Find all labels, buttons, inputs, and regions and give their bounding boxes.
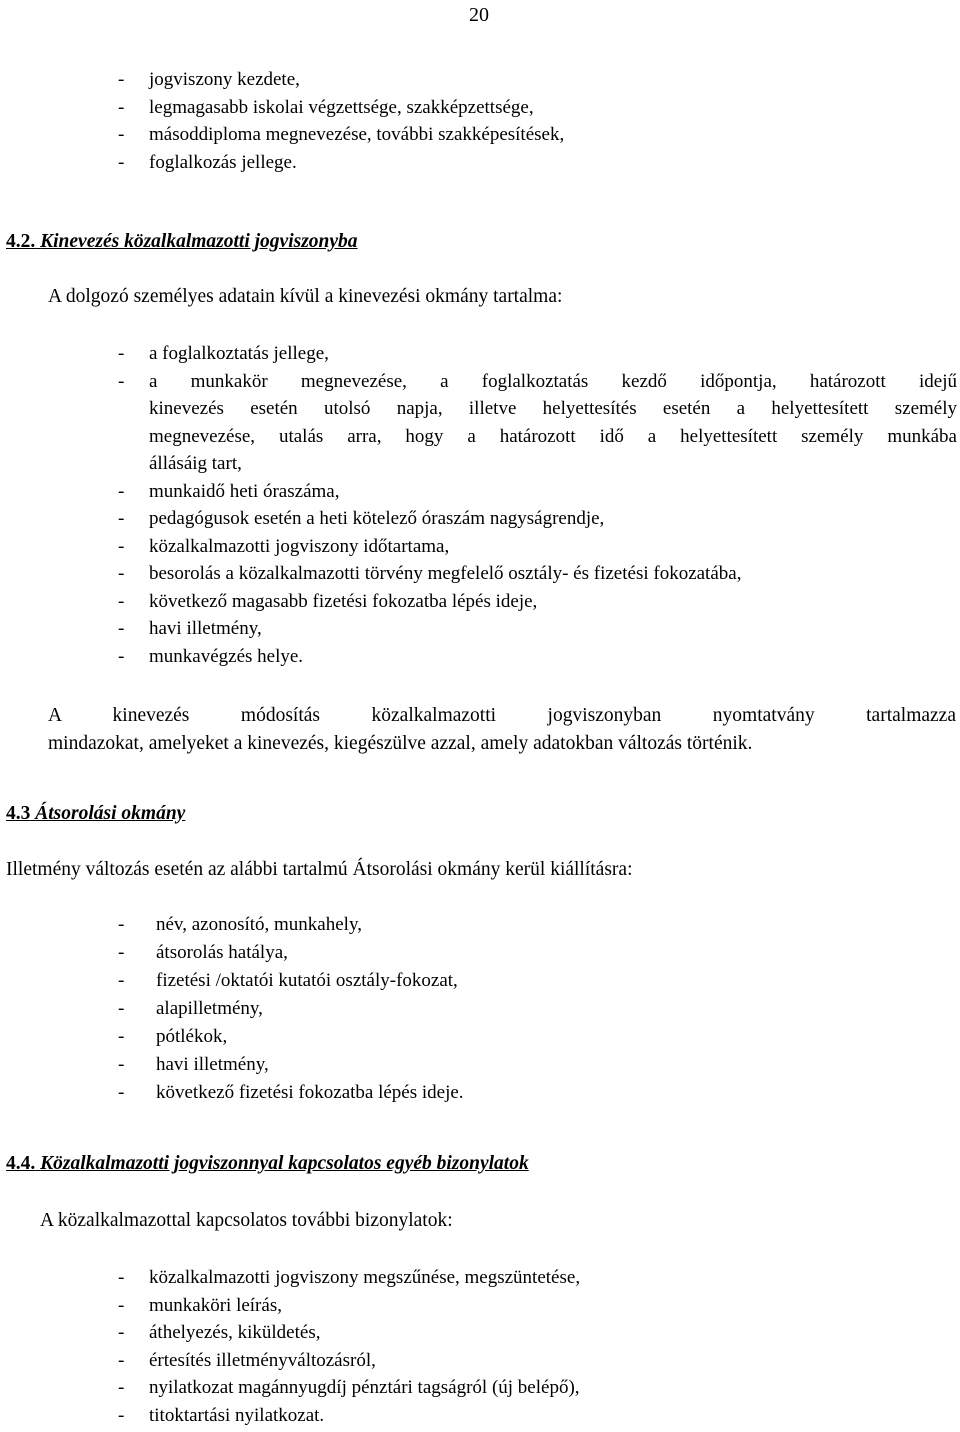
list-item: - név, azonosító, munkahely, (118, 914, 362, 935)
list-item: - következő fizetési fokozatba lépés ideje. (118, 1082, 464, 1103)
list-item: - másoddiploma megnevezése, további szakképesítések, (118, 124, 565, 145)
list-item: - átsorolás hatálya, (118, 942, 288, 963)
list-item: - munkavégzés helye. (118, 645, 304, 667)
list-item: - legmagasabb iskolai végzettsége, szakképzettsége, (118, 96, 534, 118)
list-item: - alapilletmény, (118, 998, 263, 1019)
top-list (118, 66, 564, 176)
section-4-2-list (118, 340, 958, 670)
list-item: - a foglalkoztatás jellege, (118, 343, 329, 364)
list-item: - a munkakör megnevezése, a foglalkoztatás kezdő időpontja, határozott idejű kinevezés esetén utolsó napja, illetve helyettesítés esetén a helyettesített személy megnevezése, utalás arra, hogy a határozott idő a helyettesített személy munkába állásáig tart, (118, 368, 958, 478)
list-item: - értesítés illetményváltozásról, (118, 1349, 376, 1371)
list-item: - pedagógusok esetén a heti kötelező óraszám nagyságrendje, (118, 508, 605, 529)
list-item: - havi illetmény, (118, 1054, 269, 1075)
section-4-4-list (118, 1264, 580, 1429)
list-item: - nyilatkozat magánnyugdíj pénztári tagságról (új belépő), (118, 1377, 580, 1398)
section-heading-4-4: 4.4. Közalkalmazotti jogviszonnyal kapcsolatos egyéb bizonylatok (6, 1153, 529, 1174)
list-item: - besorolás a közalkalmazotti törvény megfelelő osztály- és fizetési fokozatába, (118, 563, 742, 584)
list-item: - foglalkozás jellege. (118, 151, 297, 173)
list-item-multiline: a munkakör megnevezése, a foglalkoztatás kezdő időpontja, határozott idejű kinevezés esetén utolsó napja, illetve helyettesítés esetén a helyettesített személy megnevezése, utalás arra, hogy a határozott idő a helyettesített személy munkába állásáig tart, (149, 370, 957, 474)
list-item: - jogviszony kezdete, (118, 69, 300, 90)
list-item: - munkaköri leírás, (118, 1294, 282, 1316)
list-item: - közalkalmazotti jogviszony időtartama, (118, 535, 450, 557)
section-4-4-intro: A közalkalmazottal kapcsolatos további bizonylatok: (40, 1210, 453, 1231)
section-heading-4-2: 4.2. Kinevezés közalkalmazotti jogviszonyba (6, 231, 358, 252)
list-item: - közalkalmazotti jogviszony megszűnése, megszüntetése, (118, 1267, 581, 1288)
list-item: - munkaidő heti óraszáma, (118, 480, 340, 502)
section-4-3-list (118, 911, 464, 1107)
list-item: - áthelyezés, kiküldetés, (118, 1322, 321, 1343)
list-item: - havi illetmény, (118, 618, 262, 639)
section-4-3-intro: Illetmény változás esetén az alábbi tartalmú Átsorolási okmány kerül kiállításra: (6, 859, 633, 880)
section-heading-4-3: 4.3 Átsorolási okmány (6, 803, 186, 824)
section-4-2-closing: A kinevezés módosítás közalkalmazotti jogviszonyban nyomtatvány tartalmazza mindazokat, amelyeket a kinevezés, kiegészülve azzal, amely adatokban változás történik. (48, 705, 956, 754)
page-number: 20 (469, 4, 489, 26)
list-item: - következő magasabb fizetési fokozatba lépés ideje, (118, 590, 538, 612)
list-item: - titoktartási nyilatkozat. (118, 1404, 325, 1426)
list-item: - fizetési /oktatói kutatói osztály-fokozat, (118, 970, 458, 991)
section-4-2-intro: A dolgozó személyes adatain kívül a kinevezési okmány tartalma: (48, 286, 563, 307)
list-item: - pótlékok, (118, 1026, 228, 1047)
